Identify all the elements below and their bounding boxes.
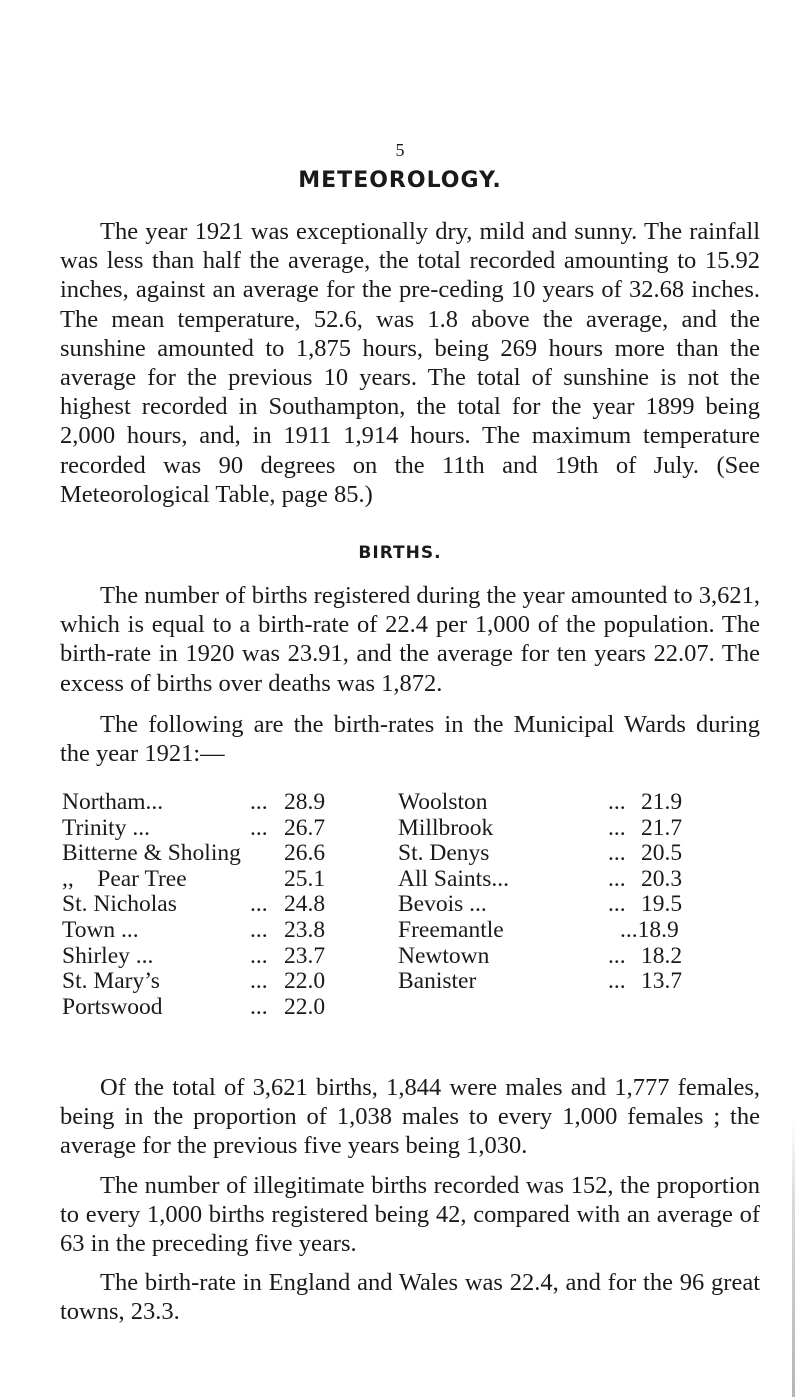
- ward-leader: ...: [250, 968, 268, 995]
- ward-row: [62, 942, 326, 970]
- ward-row: [398, 944, 728, 970]
- ward-row: [398, 918, 728, 944]
- ward-rate: 24.8: [284, 891, 326, 918]
- ward-leader: ...: [608, 942, 626, 969]
- ward-rate: 20.3: [641, 865, 683, 892]
- ward-leader: ...: [608, 891, 626, 918]
- ward-leader: ...: [608, 865, 626, 892]
- ward-name: Banister: [398, 968, 477, 995]
- ward-row: [62, 968, 326, 995]
- births-heading: BIRTHS.: [358, 543, 442, 563]
- meteorology-heading: METEOROLOGY.: [298, 168, 502, 193]
- ward-leader: ...: [250, 993, 268, 1020]
- ward-rate: 19.5: [641, 891, 683, 918]
- ward-name: Northam...: [62, 789, 164, 815]
- ward-name: Portswood: [62, 993, 163, 1020]
- births-paragraph-4: The number of illegitimate births recorded was 152, the proportion to every 1,000 births registered being 42, compared with an average of 63 in the preceding five years.: [60, 1172, 760, 1258]
- ward-name: Bitterne & Sholing: [62, 840, 241, 867]
- ward-leader: ...: [250, 916, 268, 943]
- ward-row: [398, 867, 728, 893]
- ward-leader: ...: [608, 968, 626, 995]
- ward-name: Millbrook: [398, 814, 494, 841]
- ward-row: [398, 892, 728, 918]
- ward-name: All Saints...: [398, 865, 509, 892]
- ward-row: [62, 993, 326, 1021]
- ward-row: [62, 916, 326, 944]
- ward-row: [62, 840, 326, 867]
- page-number: 5: [395, 140, 405, 160]
- ward-name: St. Mary’s: [62, 968, 160, 995]
- ward-name: St. Denys: [398, 840, 490, 867]
- ward-leader: ...: [608, 840, 626, 867]
- ward-rate: 21.9: [641, 789, 683, 815]
- ward-row: [398, 969, 728, 995]
- ward-name: Shirley ...: [62, 942, 154, 969]
- ward-name: Woolston: [398, 789, 488, 815]
- ward-rate: 28.9: [284, 789, 326, 815]
- ward-row: [62, 814, 326, 842]
- ward-name: Freemantle: [398, 916, 504, 943]
- meteorology-paragraph: The year 1921 was exceptionally dry, mild and sunny. The rainfall was less than half the average, the total recorded amounting to 15.92 inches, against an average for the pre-ceding 10 years of 32.68 inches. The mean temperature, 52.6, was 1.8 above the average, and the sunshine amounted to 1,875 hours, being 269 hours more than the average for the previous 10 years. The total of sunshine is not the highest recorded in Southampton, the total for the year 1899 being 2,000 hours, and, in 1911 1,914 hours. The maximum temperature recorded was 90 degrees on the 11th and 19th of July. (See Meteorological Table, page 85.): [60, 218, 760, 508]
- ward-row: [398, 841, 728, 867]
- ward-row: [62, 865, 326, 893]
- ward-leader: ...: [608, 789, 626, 815]
- ward-name: Town ...: [62, 916, 139, 943]
- page-edge-shadow: [792, 1120, 795, 1397]
- ward-leader: ...: [250, 789, 268, 815]
- ward-row: [62, 891, 326, 918]
- ward-rate: 22.0: [284, 968, 326, 995]
- births-paragraph-3: Of the total of 3,621 births, 1,844 were males and 1,777 females, being in the proportion of 1,038 males to every 1,000 females ; the average for the previous five years being 1,030.: [60, 1074, 760, 1160]
- ward-row: [398, 816, 728, 842]
- ward-rate: 23.7: [284, 942, 326, 969]
- ward-birth-rates-left: [62, 789, 326, 1020]
- ward-rate: 25.1: [284, 865, 326, 892]
- ward-name: Bevois ...: [398, 891, 487, 918]
- births-paragraph-2: The following are the birth-rates in the Municipal Wards during the year 1921:—: [60, 711, 760, 768]
- births-paragraph-1: The number of births registered during the year amounted to 3,621, which is equal to a birth-rate of 22.4 per 1,000 of the population. The birth-rate in 1920 was 23.91, and the average for ten years 22.07. The excess of births over deaths was 1,872.: [60, 582, 760, 697]
- ward-leader: ...: [250, 891, 268, 918]
- ward-rate: 21.7: [641, 814, 683, 841]
- ward-name: Newtown: [398, 942, 490, 969]
- ward-name: ,, Pear Tree: [62, 865, 187, 892]
- ward-rate: 26.7: [284, 814, 326, 841]
- ward-rate: 26.6: [284, 840, 326, 867]
- ward-rate: 23.8: [284, 916, 326, 943]
- ward-rate: 13.7: [641, 968, 683, 995]
- ward-rate: 22.0: [284, 993, 326, 1020]
- ward-row: [62, 789, 326, 816]
- ward-birth-rates-right: [398, 790, 728, 995]
- ward-rate: ...18.9: [620, 916, 679, 943]
- ward-leader: ...: [250, 814, 268, 841]
- births-paragraph-5: The birth-rate in England and Wales was 22.4, and for the 96 great towns, 23.3.: [60, 1269, 760, 1326]
- ward-leader: ...: [250, 942, 268, 969]
- ward-row: [398, 790, 728, 816]
- ward-name: Trinity ...: [62, 814, 150, 841]
- ward-rate: 18.2: [641, 942, 683, 969]
- ward-name: St. Nicholas: [62, 891, 177, 918]
- ward-rate: 20.5: [641, 840, 683, 867]
- ward-leader: ...: [608, 814, 626, 841]
